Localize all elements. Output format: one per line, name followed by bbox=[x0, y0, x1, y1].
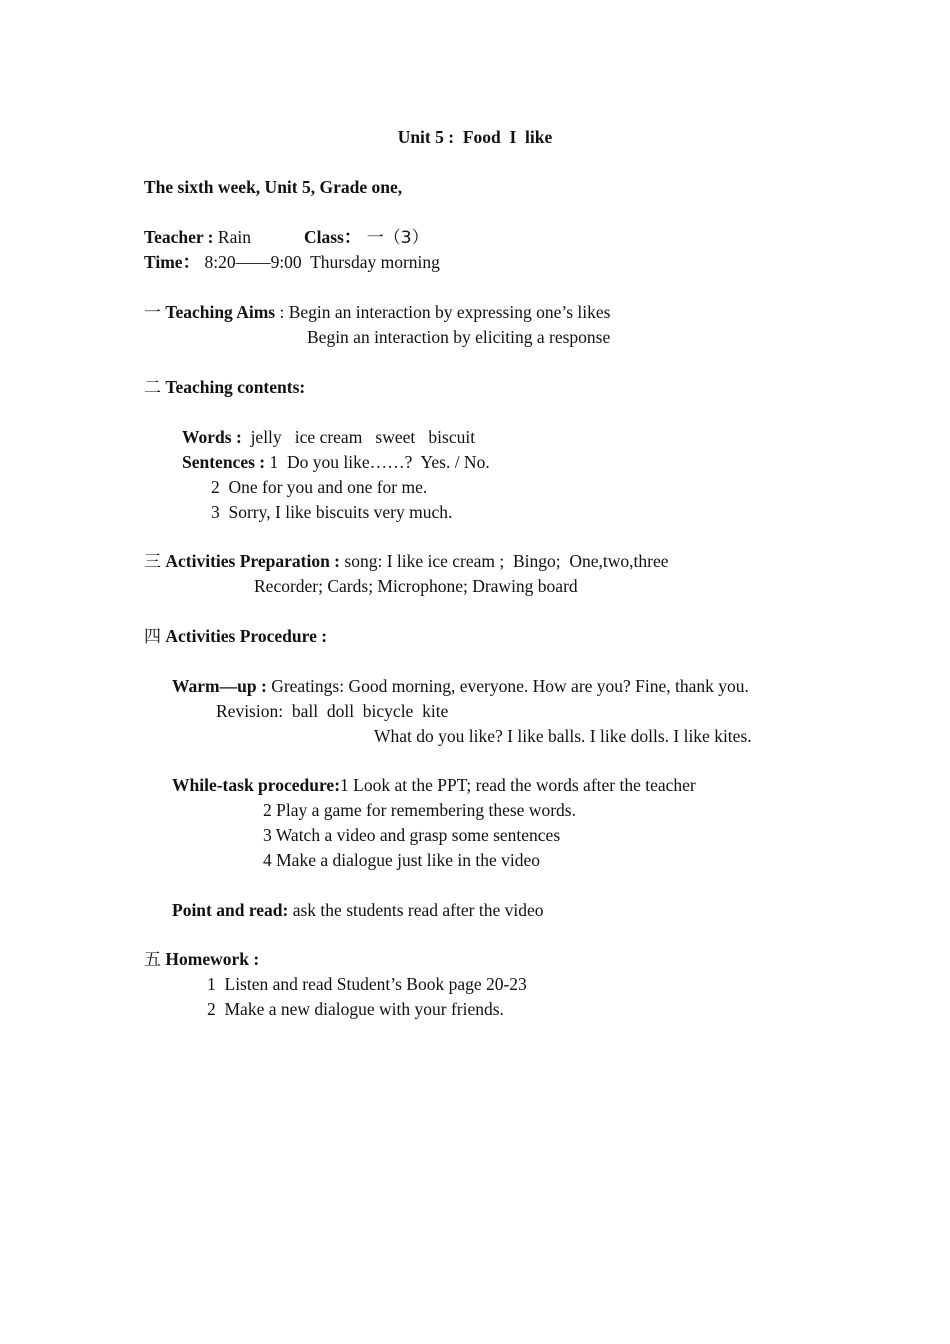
preparation-line-2: Recorder; Cards; Microphone; Drawing board bbox=[254, 576, 578, 596]
teaching-aims-line-1: : Begin an interaction by expressing one’s likes bbox=[275, 302, 611, 322]
class-label: Class： bbox=[304, 227, 362, 247]
section-numeral-5: 五 bbox=[144, 950, 161, 970]
sentences-label: Sentences : bbox=[182, 452, 266, 472]
while-task-step-4: 4 Make a dialogue just like in the video bbox=[263, 850, 541, 870]
while-task-step-3: 3 Watch a video and grasp some sentences bbox=[263, 825, 561, 845]
time-label: Time： bbox=[144, 252, 201, 272]
while-task-label: While-task procedure: bbox=[172, 775, 341, 795]
while-task-line bbox=[172, 775, 696, 795]
warmup-line-3: What do you like? I like balls. I like dolls. I like kites. bbox=[374, 726, 752, 746]
warmup-line-2: Revision: ball doll bicycle kite bbox=[216, 701, 449, 721]
document-title: Unit 5 : Food I like bbox=[397, 127, 553, 147]
activities-procedure-section bbox=[144, 626, 327, 647]
sentences-line bbox=[182, 452, 490, 472]
words-label: Words : bbox=[182, 427, 242, 447]
time-value: 8:20——9:00 Thursday morning bbox=[200, 252, 440, 272]
activities-preparation-section bbox=[144, 551, 669, 572]
class-value: 一（3） bbox=[361, 228, 429, 248]
teacher-label: Teacher : bbox=[144, 227, 214, 247]
preparation-line-1: song: I like ice cream ; Bingo; One,two,three bbox=[340, 551, 669, 571]
section-numeral-4: 四 bbox=[144, 627, 161, 647]
activities-procedure-label: Activities Procedure : bbox=[165, 626, 328, 646]
words-value: jelly ice cream sweet biscuit bbox=[241, 427, 476, 447]
section-numeral-1: 一 bbox=[144, 303, 161, 323]
teaching-contents-section bbox=[144, 377, 305, 398]
warmup-label: Warm—up : bbox=[172, 676, 267, 696]
homework-section bbox=[144, 949, 259, 970]
sentence-3: 3 Sorry, I like biscuits very much. bbox=[211, 502, 453, 522]
class-line bbox=[304, 227, 429, 248]
words-line bbox=[182, 427, 475, 447]
activities-preparation-label: Activities Preparation : bbox=[165, 551, 341, 571]
time-line bbox=[144, 252, 440, 272]
teacher-value: Rain bbox=[213, 227, 251, 247]
warmup-line bbox=[172, 676, 749, 696]
warmup-line-1: Greatings: Good morning, everyone. How are you? Fine, thank you. bbox=[266, 676, 749, 696]
while-task-step-1: 1 Look at the PPT; read the words after the teacher bbox=[340, 775, 696, 795]
homework-item-2: 2 Make a new dialogue with your friends. bbox=[207, 999, 504, 1019]
teaching-aims-line-2: Begin an interaction by eliciting a response bbox=[307, 327, 611, 347]
teacher-line bbox=[144, 227, 251, 247]
sentence-1: 1 Do you like……? Yes. / No. bbox=[265, 452, 490, 472]
sentence-2: 2 One for you and one for me. bbox=[211, 477, 428, 497]
homework-label: Homework : bbox=[165, 949, 260, 969]
homework-item-1: 1 Listen and read Student’s Book page 20-23 bbox=[207, 974, 527, 994]
section-numeral-2: 二 bbox=[144, 378, 161, 398]
teaching-aims-section bbox=[144, 302, 610, 323]
teaching-aims-label: Teaching Aims bbox=[165, 302, 276, 322]
point-and-read-label: Point and read: bbox=[172, 900, 289, 920]
while-task-step-2: 2 Play a game for remembering these words. bbox=[263, 800, 576, 820]
document-subtitle: The sixth week, Unit 5, Grade one, bbox=[144, 177, 403, 197]
point-and-read-value: ask the students read after the video bbox=[288, 900, 544, 920]
point-and-read-line bbox=[172, 900, 543, 920]
section-numeral-3: 三 bbox=[144, 552, 161, 572]
teaching-contents-label: Teaching contents: bbox=[165, 377, 306, 397]
